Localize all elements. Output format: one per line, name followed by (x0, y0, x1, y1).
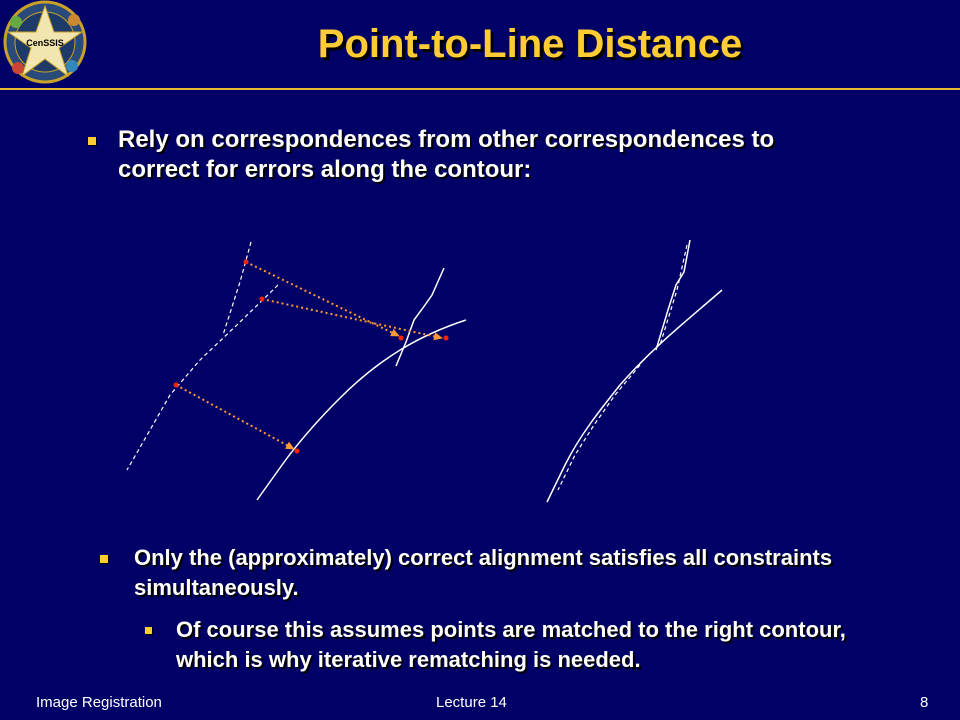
bullet-1-text: Rely on correspondences from other correspondences to correct for errors along the contour: (118, 126, 775, 183)
source-point (244, 260, 249, 265)
correspondence-arrow (246, 262, 399, 336)
bullet-square-icon (100, 555, 108, 563)
target-point (399, 336, 404, 341)
solid-contour-branch (396, 268, 444, 366)
right-diagram (547, 240, 722, 502)
target-point (444, 336, 449, 341)
source-point (260, 297, 265, 302)
bullet-3-text: Of course this assumes points are matched to the right contour, which is why iterative rematching is needed. (176, 617, 846, 672)
dashed-contour-left (127, 242, 278, 470)
solid-contour-right (547, 290, 722, 502)
solid-contour-left (257, 320, 466, 500)
solid-contour-right-branch (656, 240, 690, 350)
footer-course: Image Registration (36, 694, 162, 711)
bullet-2-text: Only the (approximately) correct alignment satisfies all constraints simultaneously. (134, 545, 833, 600)
bullet-2 (100, 543, 860, 603)
slide-title: Point-to-Line Distance (317, 22, 743, 66)
target-point (295, 449, 300, 454)
source-point (174, 383, 179, 388)
logo-text: CenSSIS (26, 38, 64, 48)
left-diagram (127, 242, 466, 500)
correspondence-arrow (176, 385, 294, 449)
footer-lecture: Lecture 14 (436, 694, 507, 711)
dashed-contour-right (558, 245, 687, 490)
bullet-square-icon (145, 627, 152, 634)
page-number: 8 (920, 694, 929, 711)
bullet-3 (145, 615, 865, 675)
